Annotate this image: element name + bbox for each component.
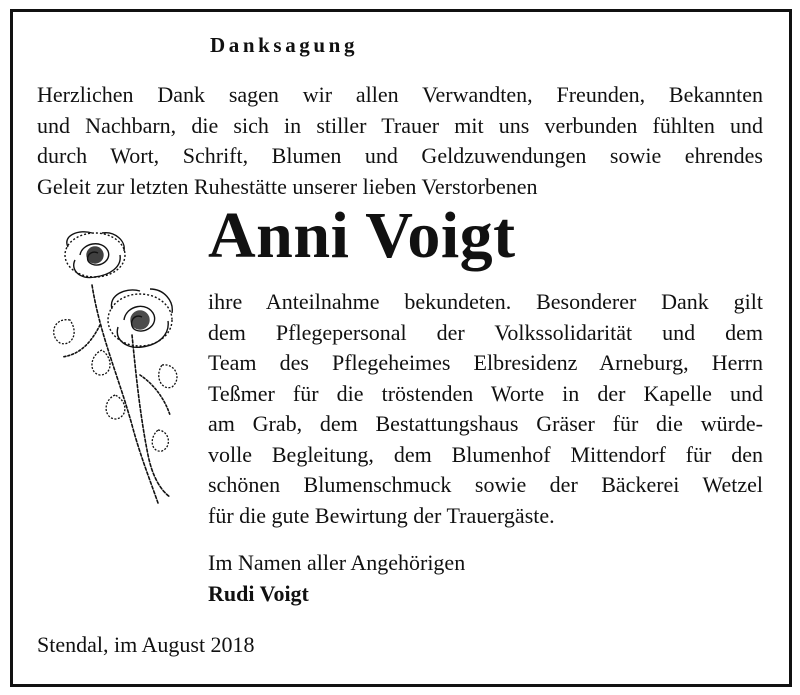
thanks-line: dem Pflegepersonal der Volkssolidarität und dem [208,319,763,345]
thanks-line: schönen Blumenschmuck sowie der Bäckerei Wetzel [208,472,763,497]
notice-heading: Danksagung [210,33,359,57]
intro-line: Geleit zur letzten Ruhestätte unserer lieben Verstorbenen [37,173,538,199]
thanks-line: Teßmer für die tröstenden Worte in der Kapelle und [208,380,763,406]
intro-line: Herzlichen Dank sagen wir allen Verwandten, Freunden, Bekannten [37,82,763,107]
thanks-paragraph [208,287,763,531]
intro-paragraph [37,80,763,202]
thanks-line: Team des Pflegeheimes Elbresidenz Arneburg, Herrn [208,350,763,375]
place-date: Stendal, im August 2018 [37,632,255,657]
deceased-name: Anni Voigt [208,199,516,272]
intro-line: und Nachbarn, die sich in stiller Trauer mit uns verbunden fühlten und [37,112,763,138]
thanks-line: ihre Anteilnahme bekundeten. Besonderer Dank gilt [208,289,763,314]
thanks-line: am Grab, dem Bestattungshaus Gräser für die würde- [208,411,763,436]
thanks-line: volle Begleitung, dem Blumenhof Mittendorf für den [208,441,763,467]
intro-line: durch Wort, Schrift, Blumen und Geldzuwendungen sowie ehrendes [37,143,763,168]
signature-line: Im Namen aller Angehörigen [208,550,466,575]
signatory-name: Rudi Voigt [208,581,309,606]
rose-icon [40,225,190,510]
thanks-line: für die gute Bewirtung der Trauergäste. [208,502,555,528]
